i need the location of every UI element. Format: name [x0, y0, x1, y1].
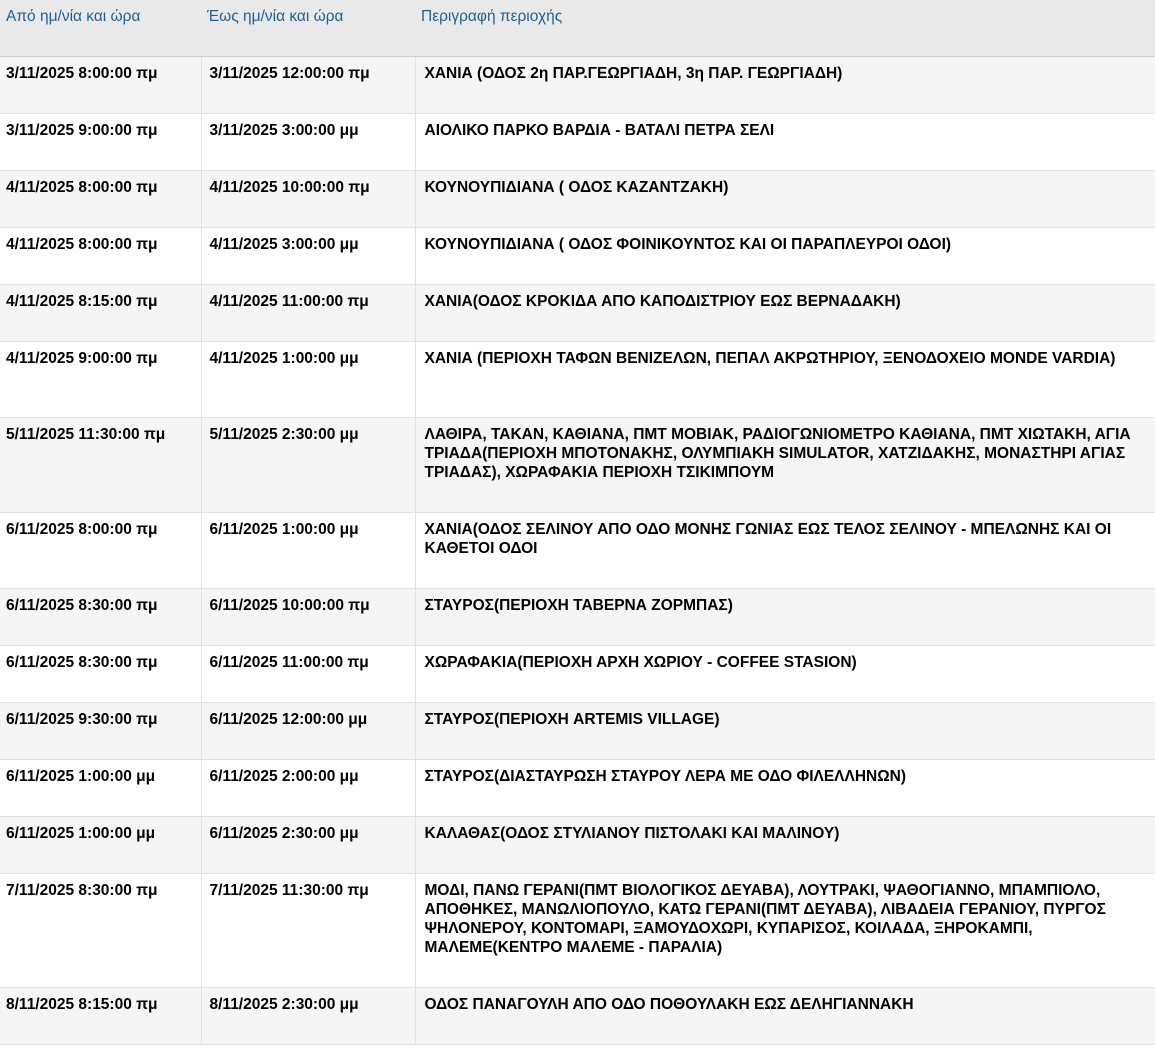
- cell-area: ΧΑΝΙΑ(ΟΔΟΣ ΚΡΟΚΙΔΑ ΑΠΟ ΚΑΠΟΔΙΣΤΡΙΟΥ ΕΩΣ ΒΕΡΝΑΔΑΚΗ): [415, 285, 1155, 342]
- header-from: Από ημ/νία και ώρα: [0, 0, 201, 57]
- cell-from: 4/11/2025 8:00:00 πμ: [0, 228, 201, 285]
- header-row: [0, 0, 1155, 57]
- cell-to: 6/11/2025 10:00:00 πμ: [201, 589, 415, 646]
- cell-area: ΧΑΝΙΑ (ΟΔΟΣ 2η ΠΑΡ.ΓΕΩΡΓΙΑΔΗ, 3η ΠΑΡ. ΓΕΩΡΓΙΑΔΗ): [415, 57, 1155, 114]
- table-row: [0, 342, 1155, 418]
- cell-to: 6/11/2025 2:00:00 μμ: [201, 760, 415, 817]
- cell-from: 6/11/2025 8:30:00 πμ: [0, 589, 201, 646]
- cell-from: 6/11/2025 9:30:00 πμ: [0, 703, 201, 760]
- cell-to: 5/11/2025 2:30:00 μμ: [201, 418, 415, 513]
- table-row: [0, 418, 1155, 513]
- cell-area: ΣΤΑΥΡΟΣ(ΔΙΑΣΤΑΥΡΩΣΗ ΣΤΑΥΡΟΥ ΛΕΡΑ ΜΕ ΟΔΟ ΦΙΛΕΛΛΗΝΩΝ): [415, 760, 1155, 817]
- cell-from: 8/11/2025 8:15:00 πμ: [0, 988, 201, 1045]
- cell-to: 3/11/2025 3:00:00 μμ: [201, 114, 415, 171]
- cell-from: 4/11/2025 9:00:00 πμ: [0, 342, 201, 418]
- cell-to: 6/11/2025 1:00:00 μμ: [201, 513, 415, 589]
- table-row: [0, 703, 1155, 760]
- cell-from: 5/11/2025 11:30:00 πμ: [0, 418, 201, 513]
- cell-area: ΧΩΡΑΦΑΚΙΑ(ΠΕΡΙΟΧΗ ΑΡΧΗ ΧΩΡΙΟΥ - COFFEE STASION): [415, 646, 1155, 703]
- cell-from: 4/11/2025 8:00:00 πμ: [0, 171, 201, 228]
- table-row: [0, 228, 1155, 285]
- cell-area: ΑΙΟΛΙΚΟ ΠΑΡΚΟ ΒΑΡΔΙΑ - ΒΑΤΑΛΙ ΠΕΤΡΑ ΣΕΛΙ: [415, 114, 1155, 171]
- cell-from: 6/11/2025 1:00:00 μμ: [0, 760, 201, 817]
- table-body: [0, 57, 1155, 1045]
- table-row: [0, 646, 1155, 703]
- cell-area: ΟΔΟΣ ΠΑΝΑΓΟΥΛΗ ΑΠΟ ΟΔΟ ΠΟΘΟΥΛΑΚΗ ΕΩΣ ΔΕΛΗΓΙΑΝΝΑΚΗ: [415, 988, 1155, 1045]
- cell-to: 4/11/2025 11:00:00 πμ: [201, 285, 415, 342]
- cell-area: ΧΑΝΙΑ (ΠΕΡΙΟΧΗ ΤΑΦΩΝ ΒΕΝΙΖΕΛΩΝ, ΠΕΠΑΛ ΑΚΡΩΤΗΡΙΟΥ, ΞΕΝΟΔΟΧΕΙΟ MONDE VARDIA): [415, 342, 1155, 418]
- cell-from: 3/11/2025 9:00:00 πμ: [0, 114, 201, 171]
- cell-area: ΧΑΝΙΑ(ΟΔΟΣ ΣΕΛΙΝΟΥ ΑΠΟ ΟΔΟ ΜΟΝΗΣ ΓΩΝΙΑΣ ΕΩΣ ΤΕΛΟΣ ΣΕΛΙΝΟΥ - ΜΠΕΛΩΝΗΣ ΚΑΙ ΟΙ ΚΑΘΕΤΟΙ ΟΔΟΙ: [415, 513, 1155, 589]
- cell-area: ΜΟΔΙ, ΠΑΝΩ ΓΕΡΑΝΙ(ΠΜΤ ΒΙΟΛΟΓΙΚΟΣ ΔΕΥΑΒΑ), ΛΟΥΤΡΑΚΙ, ΨΑΘΟΓΙΑΝΝΟ, ΜΠΑΜΠΙΟΛΟ, ΑΠΟΘΗΚΕΣ, ΜΑΝΩΛΙΟΠΟΥΛΟ, ΚΑΤΩ ΓΕΡΑΝΙ(ΠΜΤ ΔΕΥΑΒΑ), ΛΙΒΑΔΕΙΑ ΓΕΡΑΝΙΟΥ, ΠΥΡΓΟΣ ΨΗΛΟΝΕΡΟΥ, ΚΟΝΤΟΜΑΡΙ, ΞΑΜΟΥΔΟΧΩΡΙ, ΚΥΠΑΡΙΣΟΣ, ΚΟΙΛΑΔΑ, ΞΗΡΟΚΑΜΠΙ, ΜΑΛΕΜΕ(ΚΕΝΤΡΟ ΜΑΛΕΜΕ - ΠΑΡΑΛΙΑ): [415, 874, 1155, 988]
- cell-to: 8/11/2025 2:30:00 μμ: [201, 988, 415, 1045]
- table-row: [0, 760, 1155, 817]
- table-row: [0, 988, 1155, 1045]
- header-area: Περιγραφή περιοχής: [415, 0, 1155, 57]
- cell-area: ΚΑΛΑΘΑΣ(ΟΔΟΣ ΣΤΥΛΙΑΝΟΥ ΠΙΣΤΟΛΑΚΙ ΚΑΙ ΜΑΛΙΝΟΥ): [415, 817, 1155, 874]
- table-header: [0, 0, 1155, 57]
- cell-from: 6/11/2025 8:00:00 πμ: [0, 513, 201, 589]
- table-row: [0, 114, 1155, 171]
- cell-to: 6/11/2025 12:00:00 μμ: [201, 703, 415, 760]
- cell-from: 7/11/2025 8:30:00 πμ: [0, 874, 201, 988]
- cell-to: 4/11/2025 3:00:00 μμ: [201, 228, 415, 285]
- cell-to: 3/11/2025 12:00:00 πμ: [201, 57, 415, 114]
- cell-from: 4/11/2025 8:15:00 πμ: [0, 285, 201, 342]
- table-row: [0, 513, 1155, 589]
- header-to: Έως ημ/νία και ώρα: [201, 0, 415, 57]
- cell-area: ΚΟΥΝΟΥΠΙΔΙΑΝΑ ( ΟΔΟΣ ΦΟΙΝΙΚΟΥΝΤΟΣ ΚΑΙ ΟΙ ΠΑΡΑΠΛΕΥΡΟΙ ΟΔΟΙ): [415, 228, 1155, 285]
- cell-from: 3/11/2025 8:00:00 πμ: [0, 57, 201, 114]
- cell-area: ΣΤΑΥΡΟΣ(ΠΕΡΙΟΧΗ ΤΑΒΕΡΝΑ ΖΟΡΜΠΑΣ): [415, 589, 1155, 646]
- cell-to: 4/11/2025 1:00:00 μμ: [201, 342, 415, 418]
- table-row: [0, 817, 1155, 874]
- cell-area: ΛΑΘΙΡΑ, ΤΑΚΑΝ, ΚΑΘΙΑΝΑ, ΠΜΤ ΜΟΒΙΑΚ, ΡΑΔΙΟΓΩΝΙΟΜΕΤΡΟ ΚΑΘΙΑΝΑ, ΠΜΤ ΧΙΩΤΑΚΗ, ΑΓΙΑ ΤΡΙΑΔΑ(ΠΕΡΙΟΧΗ ΜΠΟΤΟΝΑΚΗΣ, ΟΛΥΜΠΙΑΚΗ SIMULATOR, ΧΑΤΖΙΔΑΚΗΣ, ΜΟΝΑΣΤΗΡΙ ΑΓΙΑΣ ΤΡΙΑΔΑΣ), ΧΩΡΑΦΑΚΙΑ ΠΕΡΙΟΧΗ ΤΣΙΚΙΜΠΟΥΜ: [415, 418, 1155, 513]
- cell-to: 4/11/2025 10:00:00 πμ: [201, 171, 415, 228]
- cell-to: 7/11/2025 11:30:00 πμ: [201, 874, 415, 988]
- table-row: [0, 874, 1155, 988]
- cell-to: 6/11/2025 11:00:00 πμ: [201, 646, 415, 703]
- cell-area: ΣΤΑΥΡΟΣ(ΠΕΡΙΟΧΗ ARTEMIS VILLAGE): [415, 703, 1155, 760]
- table-row: [0, 285, 1155, 342]
- table-row: [0, 57, 1155, 114]
- table-row: [0, 589, 1155, 646]
- cell-from: 6/11/2025 1:00:00 μμ: [0, 817, 201, 874]
- cell-to: 6/11/2025 2:30:00 μμ: [201, 817, 415, 874]
- table-row: [0, 171, 1155, 228]
- cell-area: ΚΟΥΝΟΥΠΙΔΙΑΝΑ ( ΟΔΟΣ ΚΑΖΑΝΤΖΑΚΗ): [415, 171, 1155, 228]
- cell-from: 6/11/2025 8:30:00 πμ: [0, 646, 201, 703]
